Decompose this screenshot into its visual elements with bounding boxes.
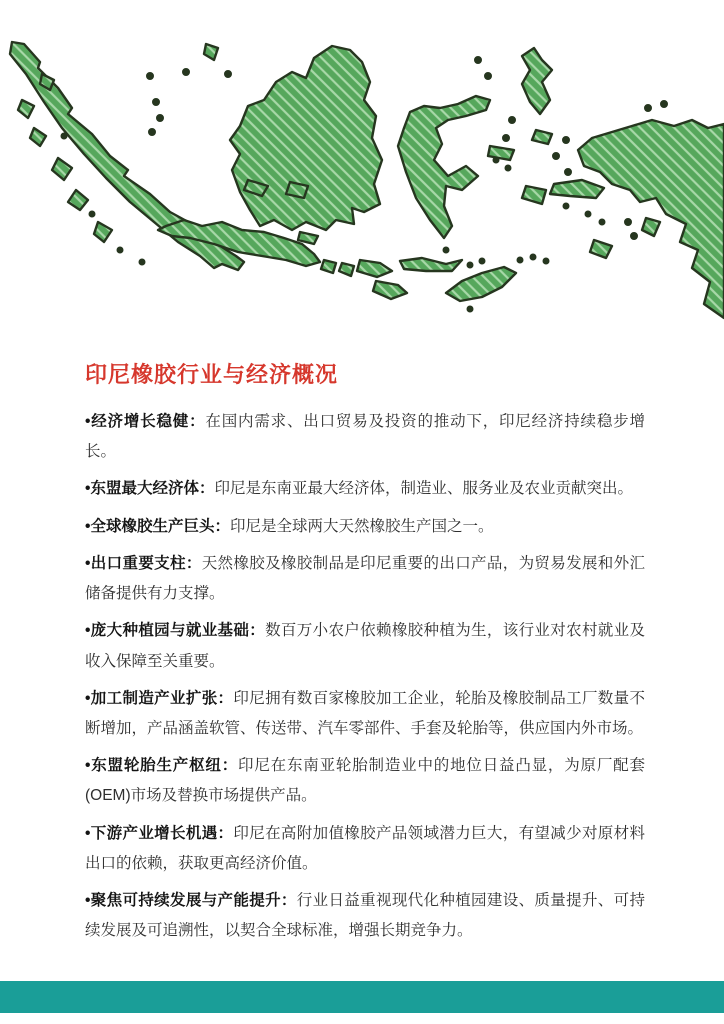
footer-accent-bar [0,981,724,1013]
bullet-label: 出口重要支柱： [90,554,202,572]
bullet-text: 印尼拥有数百家橡胶加工企业，轮胎及橡胶制品工厂数量不断增加，产品涵盖软管、传送带、汽车零部件、手套及轮胎等，供应国内外市场。 [85,689,645,737]
bullet-text: 行业日益重视现代化种植园建设、质量提升、可持续发展及可追溯性，以契合全球标准，增强长期竞争力。 [85,892,645,940]
bullet-list [85,407,645,947]
islets-strait [147,44,231,135]
list-item [85,684,645,744]
bullet-text: 印尼是东南亚最大经济体，制造业、服务业及农业贡献突出。 [214,480,633,498]
island-kalimantan [230,46,382,230]
bullet-label: 东盟轮胎生产枢纽： [90,757,239,775]
list-item [85,549,645,609]
island-sulawesi [398,96,490,238]
bullet-text: 天然橡胶及橡胶制品是印尼重要的出口产品，为贸易发展和外汇储备提供有力支撑。 [85,554,645,603]
bullet-text: 印尼是全球两大天然橡胶生产国之一。 [229,517,494,535]
bullet-label: 聚焦可持续发展与产能提升： [90,892,297,910]
list-item [85,751,645,811]
bullet-text: 数百万小农户依赖橡胶种植为生，该行业对农村就业及收入保障至关重要。 [85,622,645,670]
list-item [85,886,645,946]
bullet-text: 印尼在高附加值橡胶产品领域潜力巨大，有望减少对原材料出口的依赖，获取更高经济价值。 [85,824,645,872]
bullet-label: 加工制造产业扩张： [90,689,234,707]
list-item [85,474,645,504]
list-item [85,407,645,467]
bullet-label: 全球橡胶生产巨头： [90,517,230,535]
list-item [85,819,645,879]
island-madura [298,232,318,244]
bullet-label: 东盟最大经济体： [90,480,215,498]
section-title: 印尼橡胶行业与经济概况 [85,362,339,387]
content-section [85,358,645,954]
bullet-label: 下游产业增长机遇： [90,824,234,842]
islands-lesser-sunda [321,255,549,312]
bullet-text: 印尼在东南亚轮胎制造业中的地位日益凸显，为原厂配套(OEM)市场及替换市场提供产品。 [85,757,645,805]
list-item [85,616,645,676]
bullet-label: 经济增长稳健： [90,413,206,430]
bullet-text: 在国内需求、出口贸易及投资的推动下，印尼经济持续稳步增长。 [85,413,645,461]
bullet-label: 庞大种植园与就业基础： [90,622,266,640]
list-item [85,512,645,542]
indonesia-map [0,10,724,330]
